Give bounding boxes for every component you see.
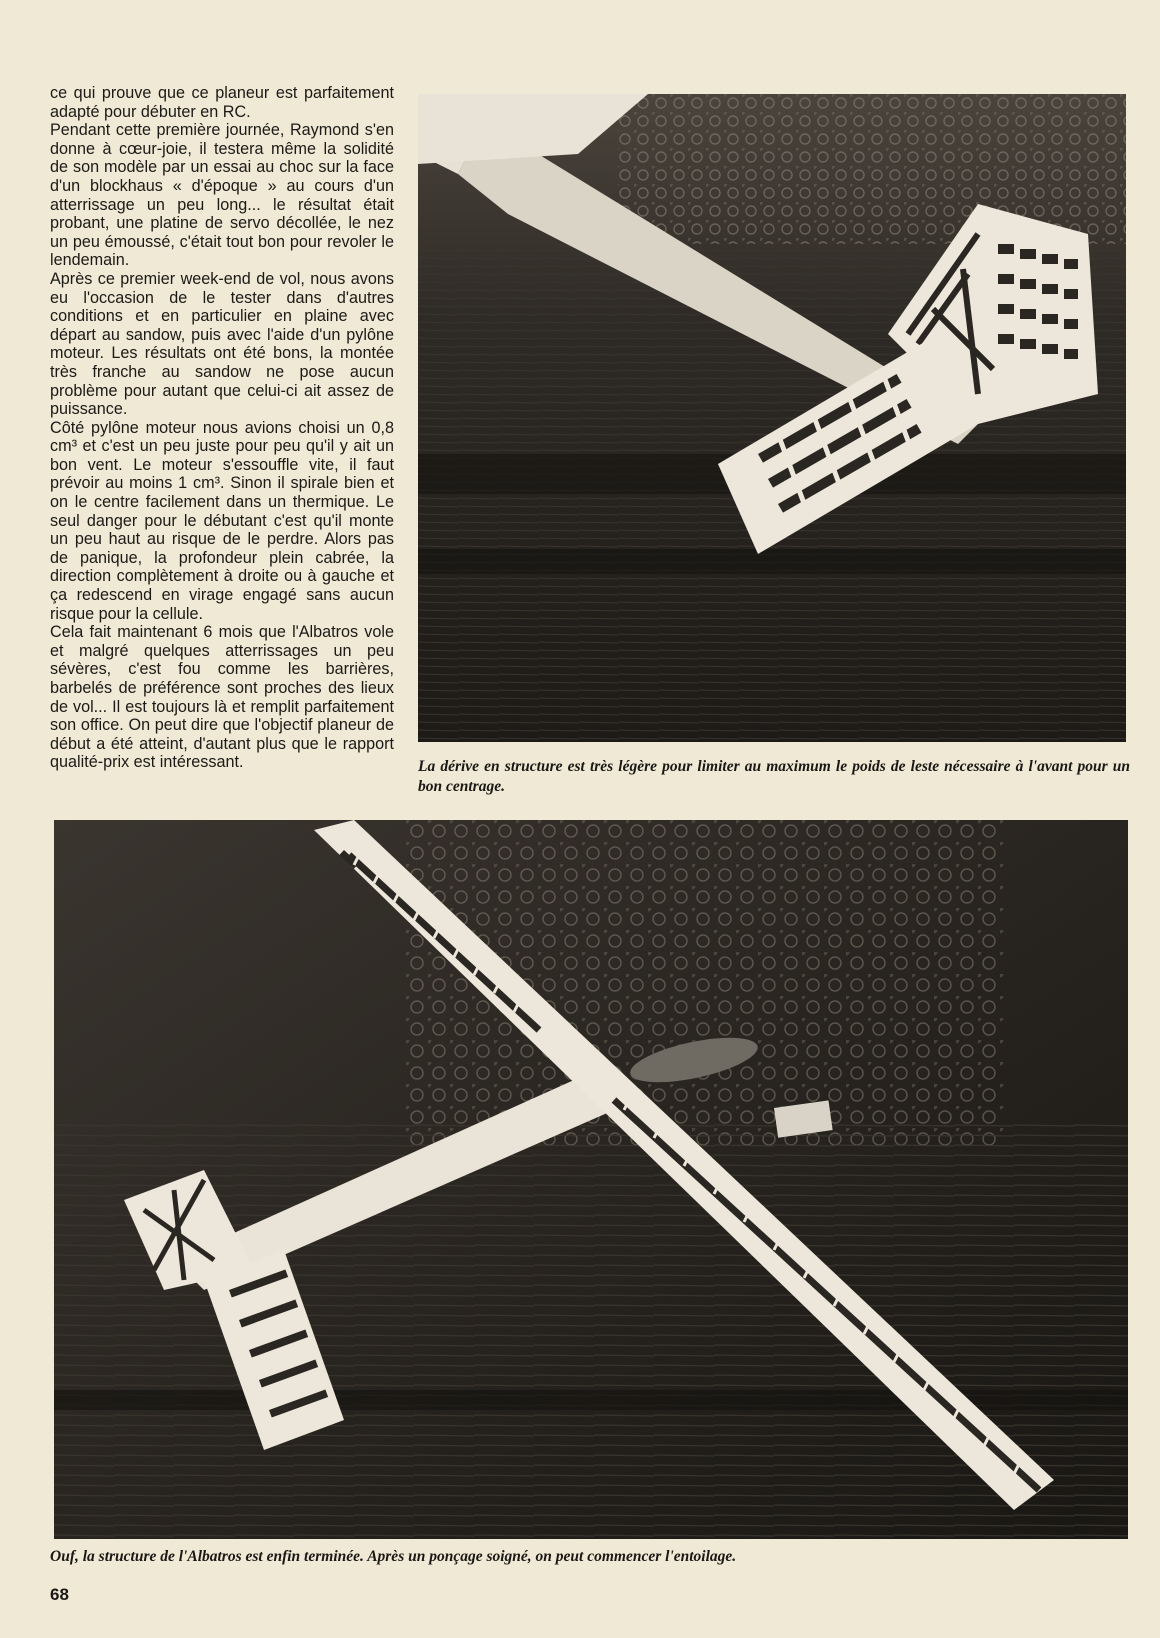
photo-tail-fin (418, 94, 1126, 742)
article-column (50, 84, 394, 772)
article-paragraph: Après ce premier week-end de vol, nous avons eu l'occasion de le tester dans d'autres conditions et en particulier en plaine avec départ au sandow, puis avec l'aide d'un pylône moteur. Les résultats ont été bons, la montée très franche au sandow ne pose aucun problème pour autant que celui-ci ait assez de puissance. (50, 269, 394, 419)
caption-tail-fin: La dérive en structure est très légère pour limiter au maximum le poids de leste nécessaire à l'avant pour un bon centrage. (418, 758, 1130, 795)
caption-full-glider: Ouf, la structure de l'Albatros est enfin terminée. Après un ponçage soigné, on peut commencer l'entoilage. (50, 1548, 737, 1565)
article-paragraph: Cela fait maintenant 6 mois que l'Albatros vole et malgré quelques atterrissages un peu sévères, c'est fou comme les barrières, barbelés de préférence sont proches des lieux de vol... Il est toujours là et remplit parfaitement son office. On peut dire que l'objectif planeur de début a été atteint, d'autant plus que le rapport qualité-prix est intéressant. (50, 623, 394, 772)
article-paragraph: Côté pylône moteur nous avions choisi un 0,8 cm³ et c'est un peu juste pour peu qu'il y ait un bon vent. Le moteur s'essouffle vite, il faut prévoir au moins 1 cm³. Sinon il spirale bien et on le centre facilement dans un thermique. Le seul danger pour le débutant c'est qu'il monte un peu haut au risque de le perdre. Alors pas de panique, la profondeur plein cabrée, la direction complètement à droite ou à gauche et ça redescend en virage engagé sans aucun risque pour la cellule. (50, 418, 394, 623)
article-paragraph: Pendant cette première journée, Raymond s'en donne à cœur-joie, il testera même la solidité de son modèle par un essai au choc sur la face d'un blockhaus « d'époque » au cours d'un atterrissage un peu long... le résultat était probant, une platine de servo décollée, le nez un peu émoussé, c'était tout bon pour revoler le lendemain. (50, 121, 394, 270)
article-paragraph: ce qui prouve que ce planeur est parfaitement adapté pour débuter en RC. (50, 84, 394, 121)
photo-full-glider (54, 820, 1128, 1539)
page-number: 68 (50, 1585, 69, 1604)
